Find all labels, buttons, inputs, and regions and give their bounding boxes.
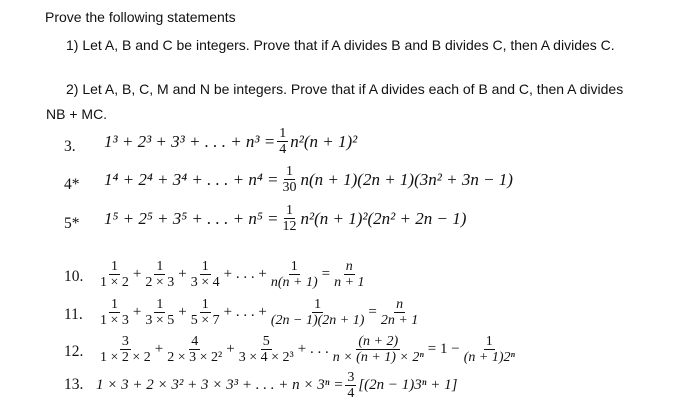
formula-3-den: 4 [279, 142, 287, 158]
formula-13 [96, 370, 457, 402]
formula-12-term-n-num: (n + 2) [358, 334, 399, 349]
formula-10-result [332, 259, 366, 291]
formula-11-term-2-num: 1 [156, 297, 164, 312]
formula-10-result-den: n + 1 [334, 275, 365, 291]
formula-5-lhs: 1⁵ + 2⁵ + 3⁵ + . . . + n⁵ = [104, 208, 279, 228]
formula-11-dots: + . . . + [223, 304, 267, 321]
formula-13-fraction [345, 370, 356, 402]
formula-11-term-2 [143, 297, 176, 329]
formula-3-rhs: n²(n + 1)² [290, 131, 358, 151]
formula-13-den: 4 [347, 386, 355, 402]
formula-4 [104, 164, 513, 196]
formula-10-term-1-den: 1 × 2 [100, 275, 129, 291]
formula-10: $\frac{1}{1 \times 2}$ + $\frac{1}{2 \times 3}$ + $\frac{1}{3 \times 4}$ + . . . + $\frac{1}{n(n + 1)}$ = $\frac{n}{n + 1}$ [100, 259, 365, 291]
formula-12-term-3 [237, 334, 296, 366]
formula-12-result [462, 334, 517, 366]
formula-5-rhs: n²(n + 1)²(2n² + 2n − 1) [300, 208, 467, 228]
label-13: 13. [64, 376, 84, 393]
label-10: 10. [64, 268, 84, 285]
formula-3-lhs: 1³ + 2³ + 3³ + . . . + n³ = [104, 131, 276, 151]
formula-12-term-1-den: 1 × 2 × 2 [100, 350, 151, 366]
problem-2-line-1: 2) Let A, B, C, M and N be integers. Prove that if A divides each of B and C, then A divides [66, 81, 624, 97]
formula-12-term-2-num: 4 [191, 334, 199, 349]
formula-4-den: 30 [282, 180, 297, 196]
formula-10-term-2-den: 2 × 3 [145, 275, 175, 291]
formula-12-term-2-den: 2 × 3 × 2² [167, 350, 223, 366]
formula-10-term-3 [189, 259, 222, 291]
formula-4-num: 1 [286, 164, 293, 179]
formula-11-result [379, 297, 420, 329]
formula-11-term-3 [189, 297, 222, 329]
formula-12: $\frac{3}{1 \times 2 \times 2}$ + $\frac{4}{\text{2 × 3 × 2²}}$ + $\frac{5}{\text{3 × 4 × 2³}}$ + . . . $\frac{(n + 2)}{\text{n × (n + 1) × 2ⁿ}}$ = 1 − $\frac{1}{\text{(n + 1)2ⁿ}}$ [100, 334, 515, 366]
formula-10-term-1 [98, 259, 131, 291]
formula-13-lhs: 1 × 3 + 2 × 3² + 3 × 3³ + . . . + n × 3ⁿ = [96, 377, 344, 394]
formula-11-term-1-num: 1 [110, 297, 118, 312]
label-11: 11. [64, 306, 83, 323]
formula-11-term-n [269, 297, 367, 329]
formula-11-result-den: 2n + 1 [380, 313, 419, 329]
formula-11-term-n-num: 1 [314, 297, 322, 312]
formula-11: $\frac{1}{1 \times 3}$ + $\frac{1}{3 \times 5}$ + $\frac{1}{5 \times 7}$ + . . . + $\frac{1}{(2n - 1)(2n + 1)}$ = $\frac{n}{2n + 1}$ [100, 297, 419, 329]
label-4: 4* [64, 176, 80, 193]
formula-11-term-1 [98, 297, 131, 329]
formula-12-term-n [331, 334, 426, 366]
formula-3-num: 1 [279, 126, 287, 141]
formula-10-term-n-num: 1 [290, 259, 298, 274]
problem-1: 1) Let A, B and C be integers. Prove that if A divides B and B divides C, then A divides C. [66, 37, 615, 53]
formula-10-term-n-den: n(n + 1) [270, 275, 318, 291]
formula-11-term-3-num: 1 [201, 297, 209, 312]
formula-12-term-3-num: 5 [262, 334, 270, 349]
formula-13-num: 3 [347, 370, 355, 385]
formula-12-result-den: (n + 1)2ⁿ [463, 350, 515, 366]
formula-12-result-num: 1 [485, 334, 493, 349]
problem-2-line-2: NB + MC. [46, 106, 108, 122]
formula-4-lhs: 1⁴ + 2⁴ + 3⁴ + . . . + n⁴ = [104, 169, 279, 189]
label-12: 12. [64, 343, 84, 360]
formula-12-term-n-den: n × (n + 1) × 2ⁿ [332, 350, 424, 366]
formula-10-term-2-num: 1 [156, 259, 164, 274]
formula-11-term-3-den: 5 × 7 [190, 313, 220, 329]
label-3: 3. [64, 138, 76, 155]
formula-12-term-3-den: 3 × 4 × 2³ [238, 350, 294, 366]
formula-10-equals: = [321, 266, 331, 283]
formula-5-fraction [281, 203, 299, 235]
formula-12-term-2 [165, 334, 224, 366]
formula-3-fraction [277, 126, 288, 158]
formula-10-term-n [269, 259, 320, 291]
heading: Prove the following statements [45, 9, 236, 25]
formula-4-rhs: n(n + 1)(2n + 1)(3n² + 3n − 1) [300, 169, 513, 189]
formula-12-dots: + . . . [297, 341, 329, 358]
label-5: 5* [64, 215, 80, 232]
formula-10-result-num: n [345, 259, 353, 274]
formula-13-rhs: [(2n − 1)3ⁿ + 1] [358, 377, 458, 394]
formula-4-fraction [281, 164, 299, 196]
formula-10-term-3-num: 1 [201, 259, 209, 274]
formula-11-term-n-den: (2n − 1)(2n + 1) [270, 313, 365, 329]
formula-12-term-1 [98, 334, 153, 366]
formula-11-result-num: n [396, 297, 404, 312]
formula-12-term-1-num: 3 [121, 334, 129, 349]
formula-11-term-1-den: 1 × 3 [100, 313, 129, 329]
formula-5-den: 12 [282, 219, 297, 235]
formula-3 [104, 126, 357, 158]
formula-10-term-2 [143, 259, 176, 291]
formula-12-equals: = 1 − [427, 341, 460, 358]
formula-11-equals: = [368, 304, 377, 321]
formula-10-term-3-den: 3 × 4 [190, 275, 220, 291]
formula-5-num: 1 [286, 203, 293, 218]
formula-5 [104, 203, 466, 235]
formula-10-term-1-num: 1 [110, 259, 118, 274]
formula-10-dots: + . . . + [223, 266, 267, 283]
formula-11-term-2-den: 3 × 5 [145, 313, 175, 329]
